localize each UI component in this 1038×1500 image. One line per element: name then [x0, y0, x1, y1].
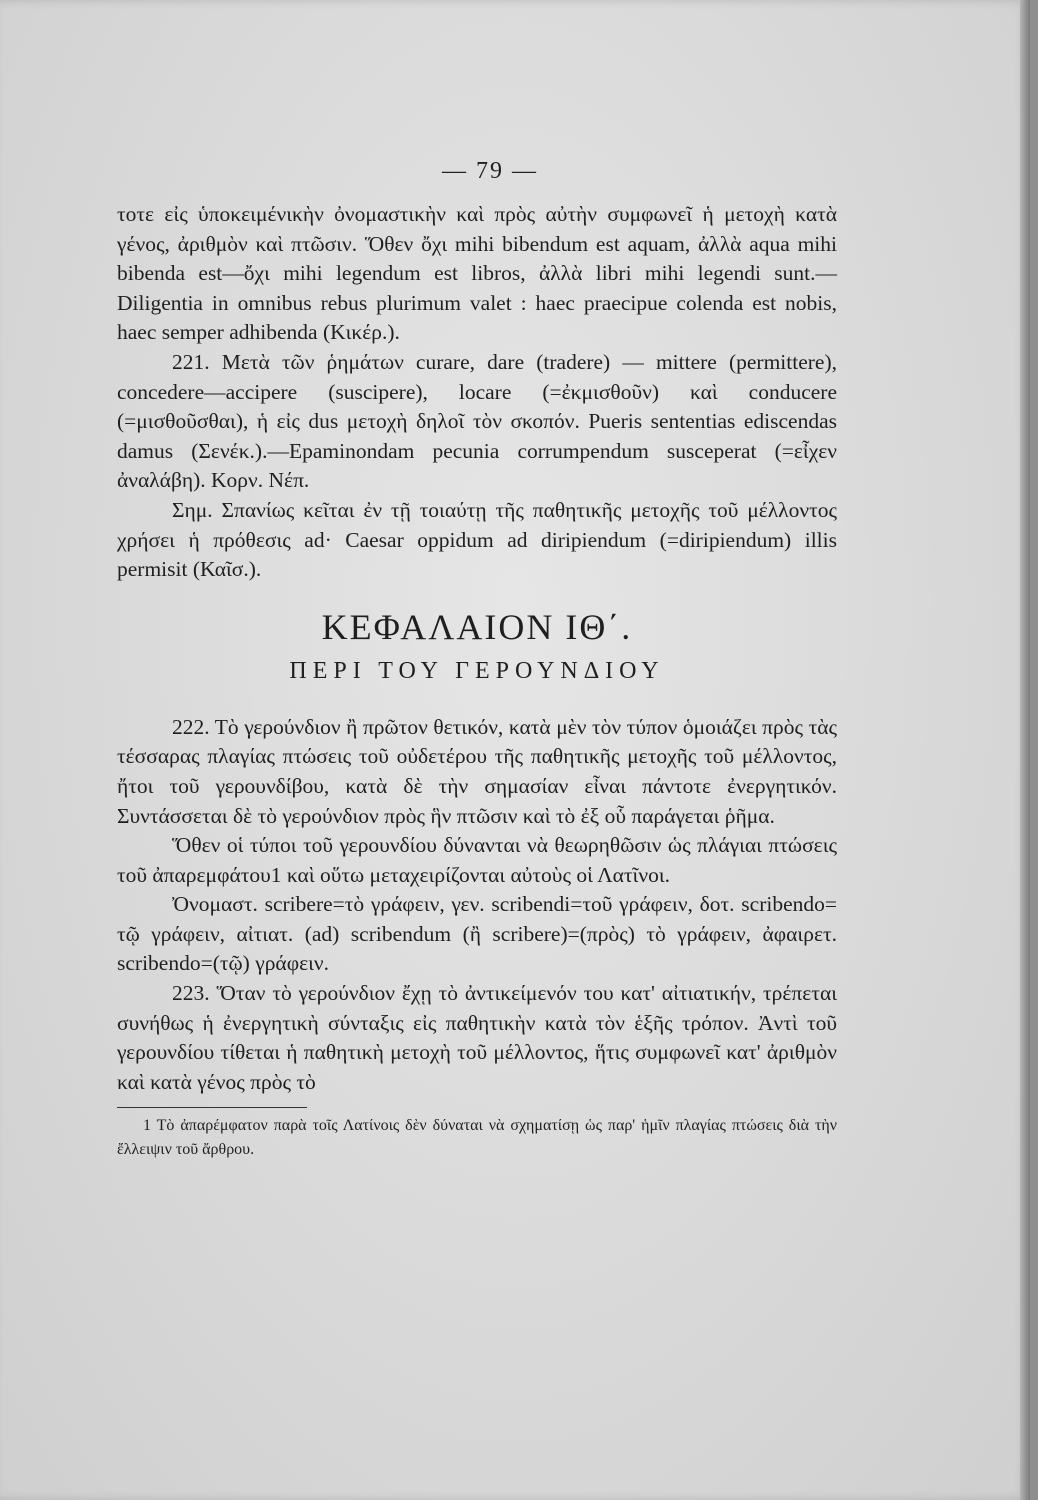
- paragraph-222: 222. Τὸ γερούνδιον ἢ πρῶτον θετικόν, κατὰ μὲν τὸν τύπον ὁμοιάζει πρὸς τὰς τέσσαρας πλαγίας πτώσεις τοῦ οὐδετέρου τῆς παθητικῆς μετοχῆς τοῦ μέλλοντος, ἤτοι τοῦ γερουνδίβου, κατὰ δὲ τὴν σημασίαν εἶναι πάντοτε ἐνεργητικόν. Συντάσσεται δὲ τὸ γερούνδιον πρὸς ἣν πτῶσιν καὶ τὸ ἐξ οὗ παράγεται ῥῆμα.: [117, 714, 837, 828]
- page-edge-shadow: [1020, 0, 1030, 1500]
- paragraph-222-b: Ὅθεν οἱ τύποι τοῦ γερουνδίου δύνανται νὰ θεωρηθῶσιν ὡς πλάγιαι πτώσεις τοῦ ἀπαρεμφάτου1 καὶ οὕτω μεταχειρίζονται αὐτοὺς οἱ Λατῖνοι.: [117, 833, 837, 887]
- footnote-rule: [117, 1107, 307, 1108]
- page-number: — 79 —: [442, 158, 538, 184]
- paragraph-222-c: Ὀνομαστ. scribere=τὸ γράφειν, γεν. scribendi=τοῦ γράφειν, δοτ. scribendo= τῷ γράφειν, αἰτιατ. (ad) scribendum (ἢ scribere)=(πρὸς) τὸ γράφειν, ἀφαιρετ. scribendo=(τῷ) γράφειν.: [117, 892, 837, 976]
- paragraph-221: 221. Μετὰ τῶν ῥημάτων curare, dare (tradere) — mittere (permittere), concedere—accipere (suscipere), locare (=ἐκμισθοῦν) καὶ conducere (=μισθοῦσθαι), ἡ εἰς dus μετοχὴ δηλοῖ τὸν σκοπόν. Pueris sententias ediscendas damus (Σενέκ.).—Epaminondam pecunia corrumpendum susceperat (=εἶχεν ἀναλάβη). Κορν. Νέπ.: [117, 349, 837, 493]
- chapter-subtitle: ΠΕΡΙ ΤΟΥ ΓΕΡΟΥΝΔΙΟΥ: [289, 657, 665, 684]
- paragraph-223: 223. Ὅταν τὸ γερούνδιον ἔχῃ τὸ ἀντικείμενόν του κατ' αἰτιατικήν, τρέπεται συνήθως ἡ ἐνεργητικὴ σύνταξις εἰς παθητικὴν κατὰ τὸν ἑξῆς τρόπον. Ἀντὶ τοῦ γερουνδίου τίθεται ἡ παθητικὴ μετοχὴ τοῦ μέλλοντος, ἥτις συμφωνεῖ κατ' ἀριθμὸν καὶ κατὰ γένος πρὸς τὸ: [117, 981, 837, 1094]
- footnote-1: 1 Τὸ ἀπαρέμφατον παρὰ τοῖς Λατίνοις δὲν δύναται νὰ σχηματίσῃ ὡς παρ' ἡμῖν πλαγίας πτώσεις διὰ τὴν ἔλλειψιν τοῦ ἄρθρου.: [117, 1117, 837, 1159]
- page-body: [117, 200, 837, 1162]
- chapter-title: ΚΕΦΑΛΑΙΟΝ ΙΘ΄.: [321, 606, 633, 647]
- footnotes: [117, 1114, 837, 1162]
- paragraph-continuation: τοτε εἰς ὑποκειμένικὴν ὀνομαστικὴν καὶ πρὸς αὐτὴν συμφωνεῖ ἡ μετοχὴ κατὰ γένος, ἀριθμὸν καὶ πτῶσιν. Ὅθεν ὄχι mihi bibendum est aquam, ἀλλὰ aqua mihi bibenda est—ὄχι mihi legendum est libros, ἀλλὰ libri mihi legendi sunt.—Diligentia in omnibus rebus plurimum valet : haec praecipue colenda est nobis, haec semper adhibenda (Κικέρ.).: [117, 202, 837, 345]
- note-paragraph: Σημ. Σπανίως κεῖται ἐν τῇ τοιαύτῃ τῆς παθητικῆς μετοχῆς τοῦ μέλλοντος χρήσει ἡ πρόθεσις ad· Caesar oppidum ad diripiendum (=diripiendum) illis permisit (Καῖσ.).: [117, 497, 837, 582]
